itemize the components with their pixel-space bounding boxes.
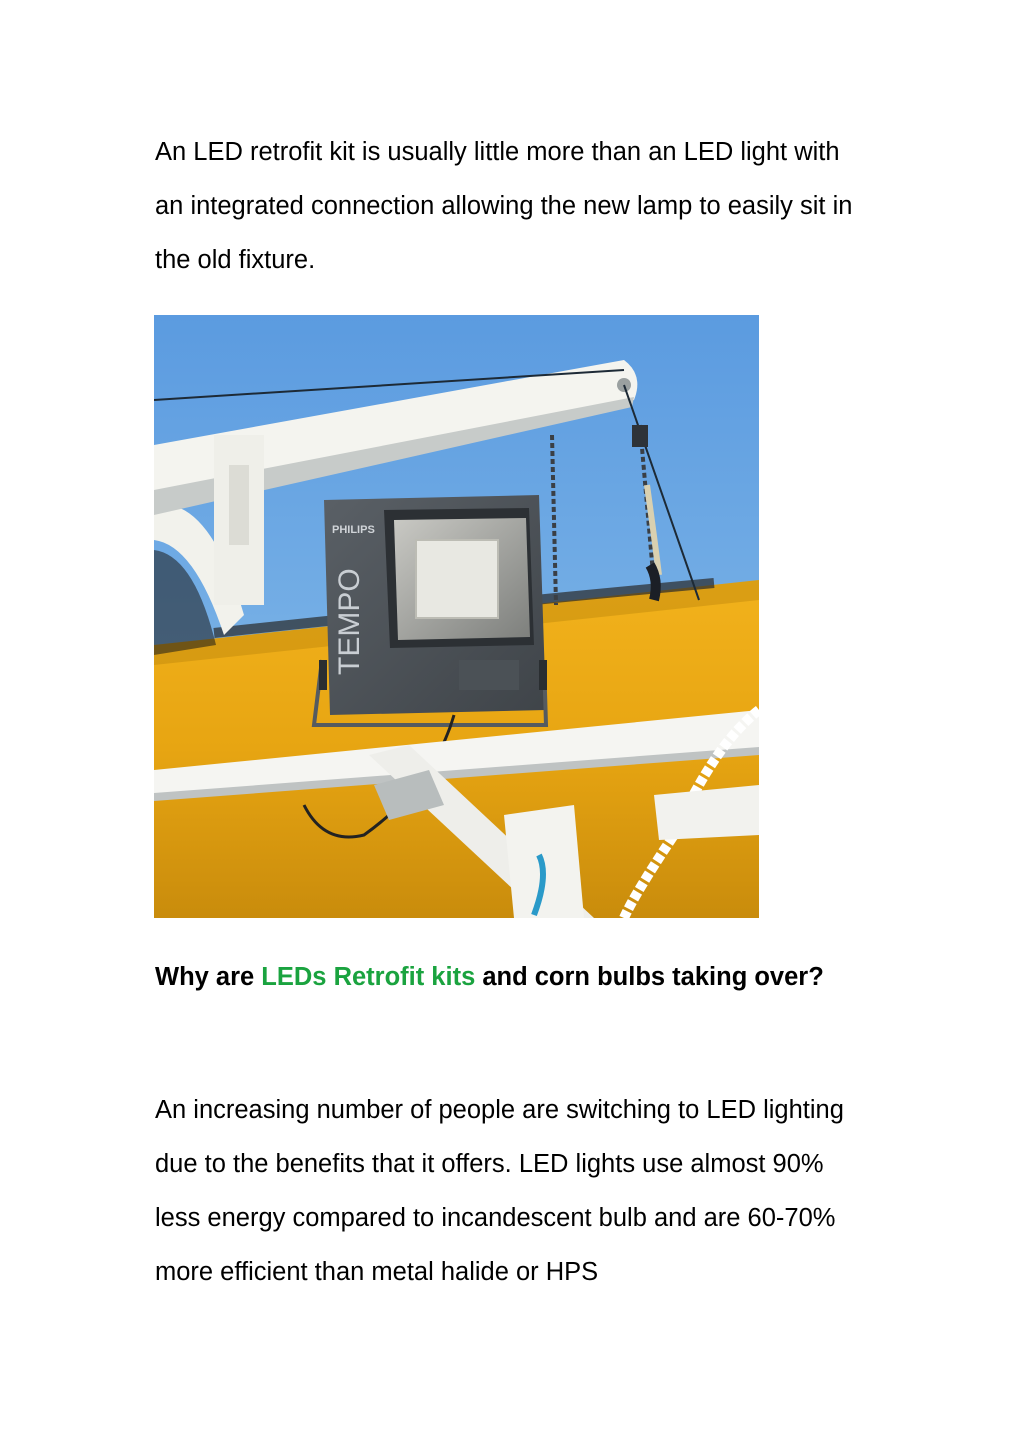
body-paragraph: An increasing number of people are switching to LED lighting due to the benefits that it offers. LED lights use almost 90% less energy compared to incandescent bulb and are 60-70% more efficient than metal halide or HPS (155, 1096, 844, 1286)
svg-text:TEMPO: TEMPO (333, 568, 366, 675)
led-floodlight-photo (154, 315, 759, 918)
heading-prefix: Why are (155, 963, 262, 991)
leds-retrofit-kits-link[interactable]: LEDs Retrofit kits (261, 963, 476, 991)
heading-suffix: and corn bulbs taking over? (475, 963, 824, 991)
section-heading (155, 950, 855, 1004)
intro-paragraph: An LED retrofit kit is usually little more than an LED light with an integrated connection allowing the new lamp to easily sit in the old fixture. (155, 138, 853, 274)
svg-text:PHILIPS: PHILIPS (332, 524, 375, 536)
